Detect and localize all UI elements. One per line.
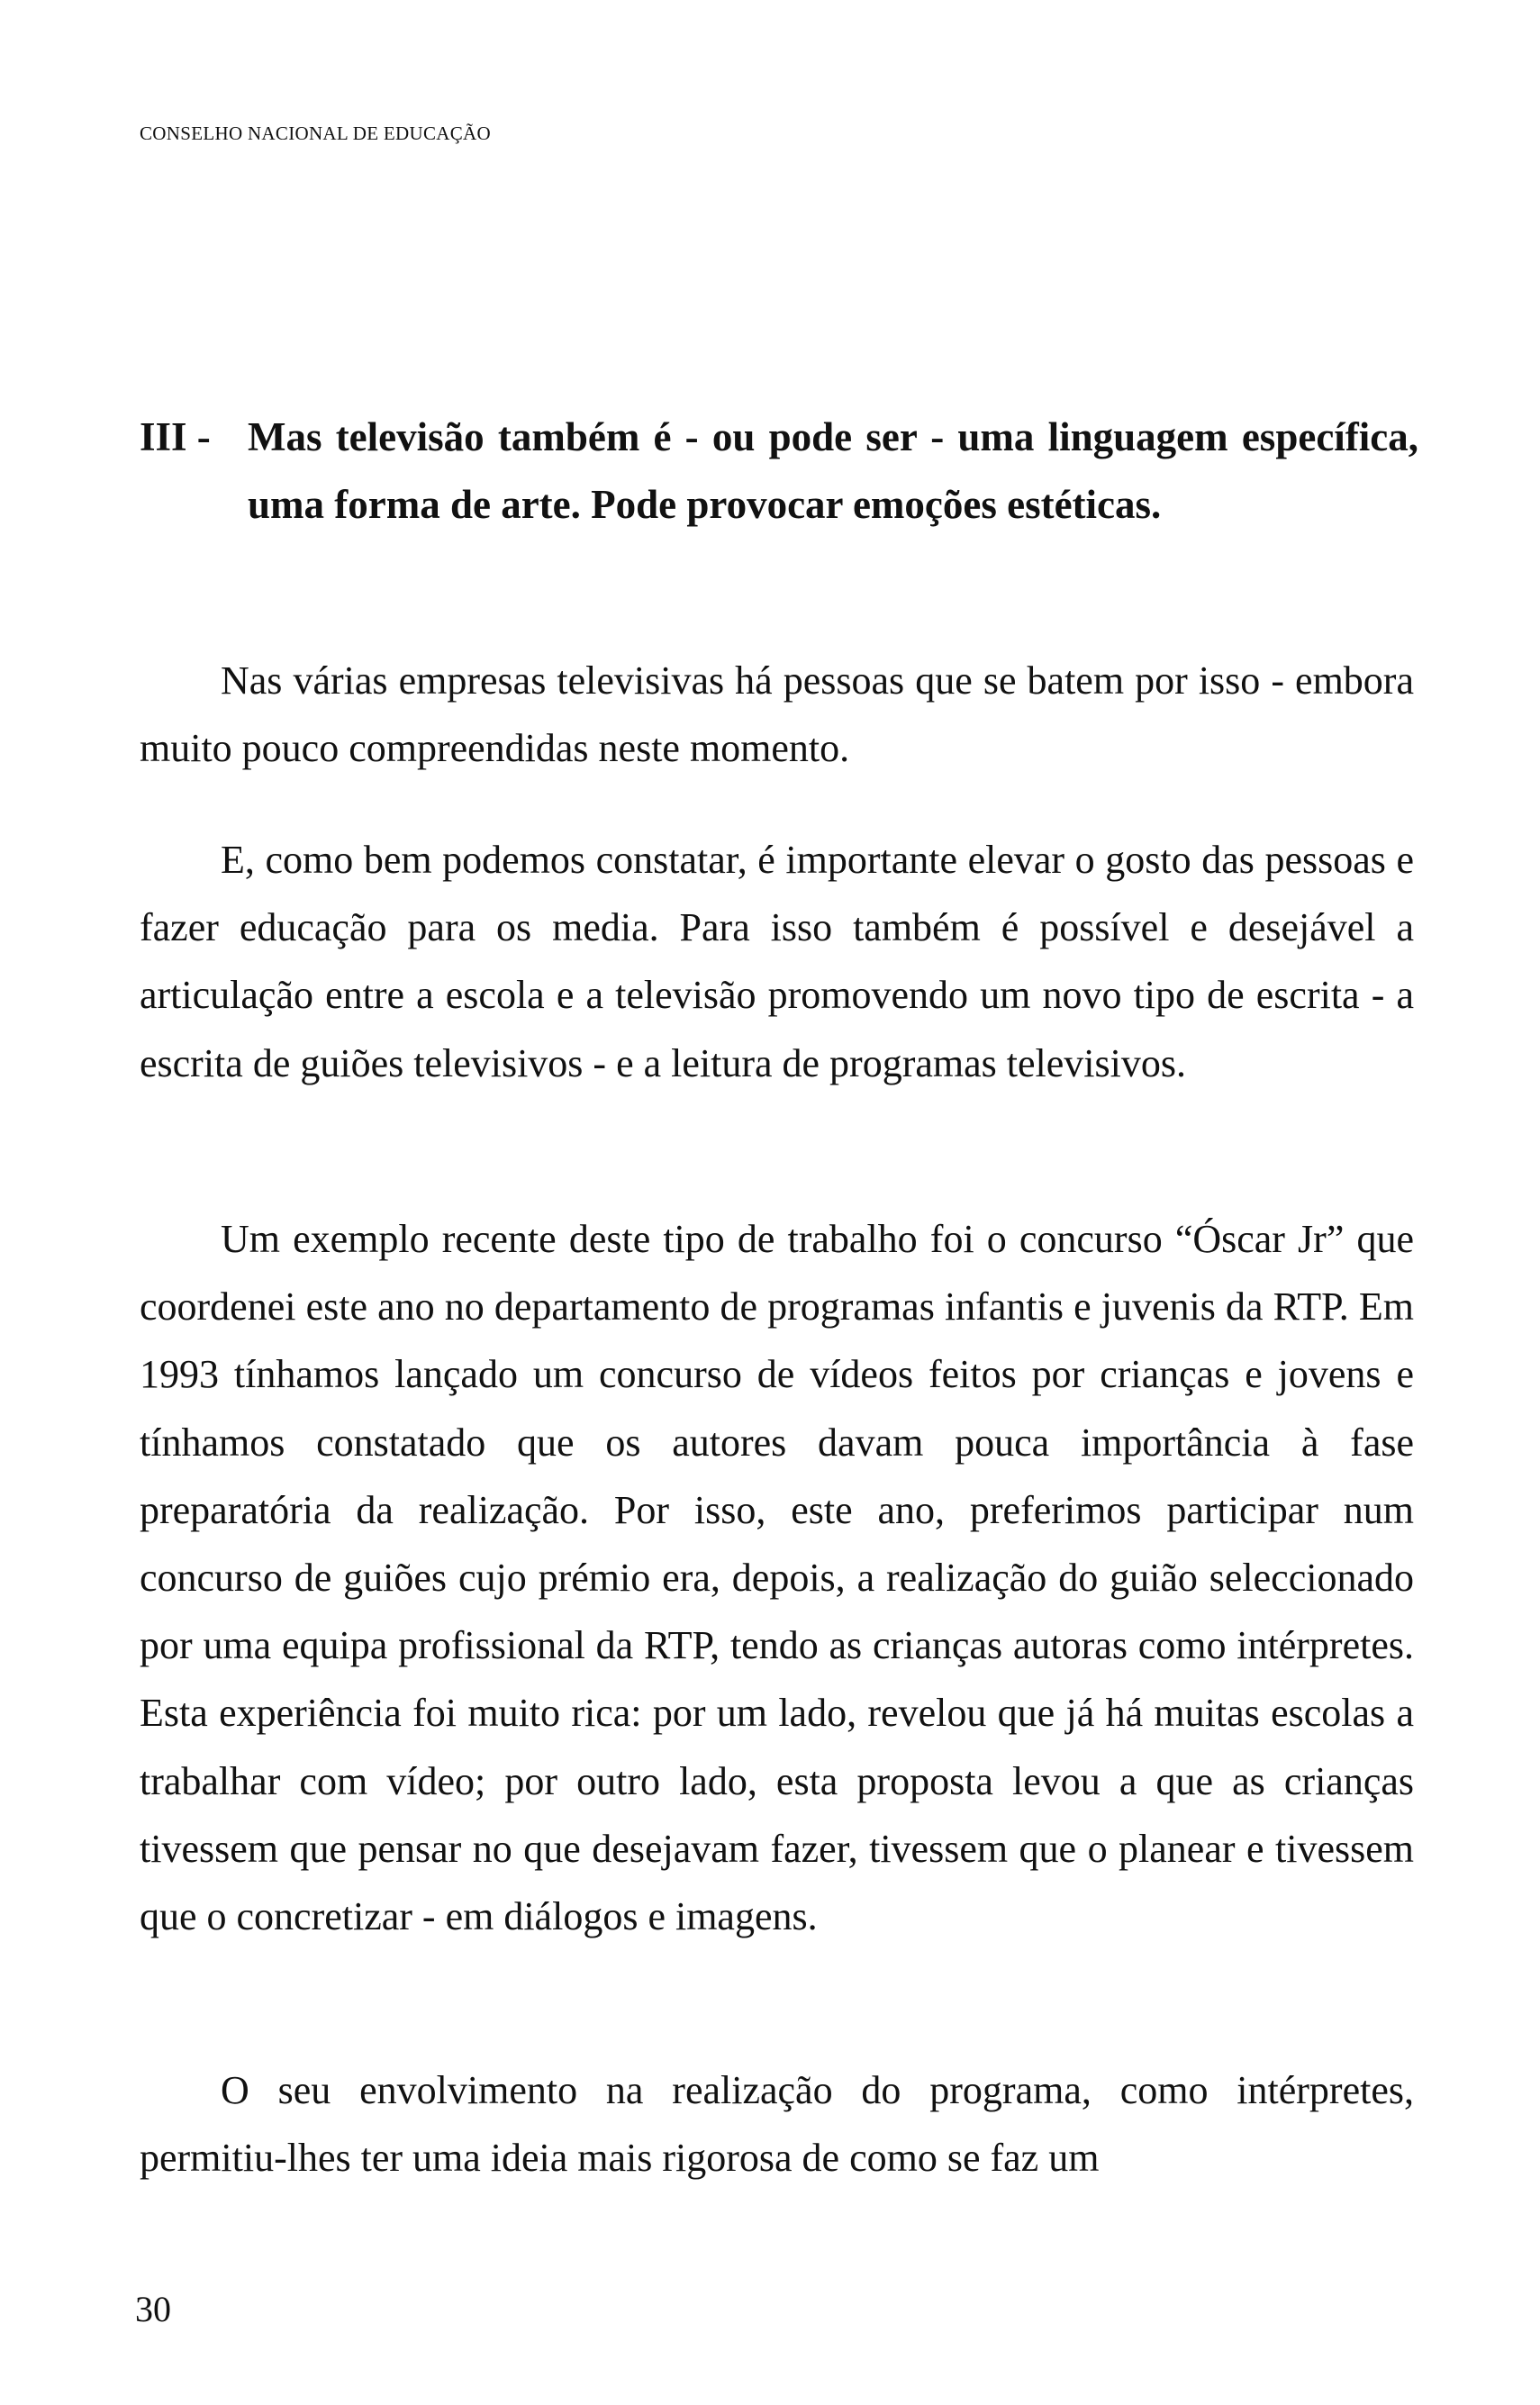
running-header: CONSELHO NACIONAL DE EDUCAÇÃO [140, 123, 491, 144]
paragraph: Nas várias empresas televisivas há pessoas que se batem por isso - embora muito pouco compreendidas neste momento. [140, 658, 1414, 771]
page-number: 30 [135, 2289, 171, 2329]
section-heading-text: Mas televisão também é - ou pode ser - uma linguagem específica, uma forma de arte. Pode provocar emoções estéticas. [248, 414, 1418, 527]
paragraph: E, como bem podemos constatar, é importante elevar o gosto das pessoas e fazer educação para os media. Para isso também é possível e desejável a articulação entre a escola e a televisão promovendo um novo tipo de escrita - a escrita de guiões televisivos - e a leitura de programas televisivos. [140, 838, 1414, 1085]
section-heading [140, 404, 1418, 539]
paragraph: O seu envolvimento na realização do programa, como intérpretes, permitiu-lhes ter uma ideia mais rigorosa de como se faz um [140, 2068, 1414, 2181]
paragraph: Um exemplo recente deste tipo de trabalho foi o concurso “Óscar Jr” que coordenei este ano no departamento de programas infantis e juvenis da RTP. Em 1993 tínhamos lançado um concurso de vídeos feitos por crianças e jovens e tínhamos constatado que os autores davam pouca importância à fase preparatória da realização. Por isso, este ano, preferimos participar num concurso de guiões cujo prémio era, depois, a realização do guião seleccionado por uma equipa profissional da RTP, tendo as crianças autoras como intérpretes. Esta experiência foi muito rica: por um lado, revelou que já há muitas escolas a trabalhar com vídeo; por outro lado, esta proposta levou a que as crianças tivessem que pensar no que desejavam fazer, tivessem que o planear e tivessem que o concretizar - em diálogos e imagens. [140, 1217, 1414, 1939]
section-number: III - [140, 414, 211, 459]
